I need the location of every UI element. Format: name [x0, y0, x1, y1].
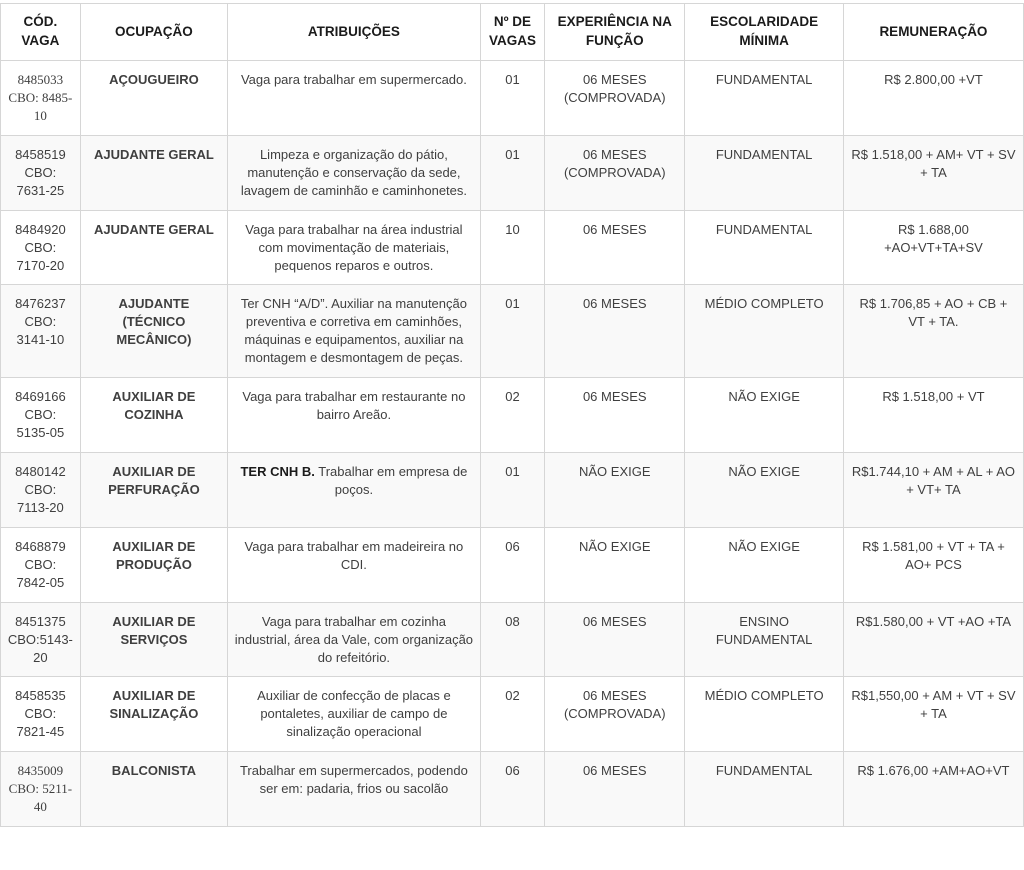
cbo-code: CBO: 7631-25 [16, 164, 65, 198]
experience-cell: 06 MESES [545, 210, 685, 285]
salary-cell: R$1,550,00 + AM + VT + SV + TA [843, 677, 1023, 752]
education-cell: ENSINO FUNDAMENTAL [685, 602, 844, 677]
vacancy-code: 8451375 [15, 613, 66, 629]
attributions-cell [228, 378, 481, 453]
vacancy-count-cell: 01 [480, 453, 544, 528]
attributions-cell [228, 602, 481, 677]
occupation-cell: AJUDANTE GERAL [80, 135, 227, 210]
cbo-code: CBO: 7842-05 [16, 556, 65, 590]
col-header-num-vagas: Nº DE VAGAS [480, 4, 544, 61]
col-header-escolaridade: ESCOLARIDADE MÍNIMA [685, 4, 844, 61]
table-body [1, 61, 1024, 827]
experience-cell: 06 MESES (COMPROVADA) [545, 61, 685, 136]
vacancy-count-cell: 02 [480, 378, 544, 453]
table-row [1, 135, 1024, 210]
occupation-cell: AUXILIAR DE PERFURAÇÃO [80, 453, 227, 528]
cbo-code: CBO: 3141-10 [16, 314, 65, 348]
attributions-text: Vaga para trabalhar em supermercado. [240, 72, 467, 87]
vacancy-code: 8484920 [15, 221, 66, 237]
job-vacancies-table [0, 3, 1024, 827]
col-header-experiencia: EXPERIÊNCIA NA FUNÇÃO [545, 4, 685, 61]
experience-cell: NÃO EXIGE [545, 453, 685, 528]
table-row [1, 210, 1024, 285]
vacancy-count-cell: 01 [480, 61, 544, 136]
attributions-cell [228, 527, 481, 602]
salary-cell: R$1.744,10 + AM + AL + AO + VT+ TA [843, 453, 1023, 528]
salary-cell: R$ 1.706,85 + AO + CB + VT + TA. [843, 285, 1023, 378]
vacancy-code: 8485033 [17, 72, 64, 87]
vacancy-count-cell: 02 [480, 677, 544, 752]
attributions-text: Vaga para trabalhar em restaurante no bairro Areão. [242, 389, 466, 423]
attributions-text: Vaga para trabalhar na área industrial com movimentação de materiais, pequenos reparos e outros. [245, 221, 463, 273]
attributions-cell [228, 677, 481, 752]
cod-vaga-cell [1, 602, 81, 677]
experience-cell: 06 MESES [545, 378, 685, 453]
cod-vaga-cell [1, 285, 81, 378]
attributions-text: Ter CNH “A/D”. Auxiliar na manutenção preventiva e corretiva em caminhões, máquinas e equipamentos, auxiliar na montagem e desmontagem de peças. [240, 296, 467, 366]
table-row [1, 527, 1024, 602]
col-header-atribuicoes: ATRIBUIÇÕES [228, 4, 481, 61]
attributions-text: Trabalhar em empresa de poços. [314, 464, 468, 497]
cod-vaga-cell [1, 752, 81, 827]
cbo-code: CBO: 7170-20 [16, 239, 65, 273]
vacancy-code: 8458535 [15, 688, 66, 704]
table-row [1, 285, 1024, 378]
vacancy-code: 8468879 [15, 538, 66, 554]
cbo-code: CBO:5143-20 [7, 631, 73, 665]
education-cell: FUNDAMENTAL [685, 210, 844, 285]
occupation-cell: AUXILIAR DE PRODUÇÃO [80, 527, 227, 602]
vacancy-count-cell: 06 [480, 752, 544, 827]
col-header-ocupacao: OCUPAÇÃO [80, 4, 227, 61]
col-header-cod-vaga: CÓD. VAGA [1, 4, 81, 61]
vacancy-count-cell: 08 [480, 602, 544, 677]
vacancy-count-cell: 01 [480, 285, 544, 378]
table-row [1, 378, 1024, 453]
cod-vaga-cell [1, 135, 81, 210]
salary-cell: R$ 1.676,00 +AM+AO+VT [843, 752, 1023, 827]
education-cell: NÃO EXIGE [685, 378, 844, 453]
cod-vaga-cell [1, 210, 81, 285]
cod-vaga-cell [1, 61, 81, 136]
education-cell: FUNDAMENTAL [685, 135, 844, 210]
education-cell: NÃO EXIGE [685, 453, 844, 528]
table-row [1, 677, 1024, 752]
attributions-text: Vaga para trabalhar em cozinha industrial, área da Vale, com organização do refeitório. [234, 613, 474, 665]
vacancy-count-cell: 06 [480, 527, 544, 602]
occupation-cell: AJUDANTE GERAL [80, 210, 227, 285]
attributions-bold-text: TER CNH B. [240, 464, 315, 479]
attributions-cell [228, 285, 481, 378]
table-row [1, 61, 1024, 136]
cbo-code: CBO: 8485-10 [8, 89, 73, 123]
vacancy-code: 8476237 [15, 296, 66, 312]
education-cell: MÉDIO COMPLETO [685, 677, 844, 752]
experience-cell: NÃO EXIGE [545, 527, 685, 602]
education-cell: NÃO EXIGE [685, 527, 844, 602]
attributions-cell [228, 453, 481, 528]
vacancy-code: 8480142 [15, 464, 66, 479]
cbo-code: CBO: 5135-05 [16, 407, 65, 441]
attributions-cell [228, 135, 481, 210]
table-header [1, 4, 1024, 61]
salary-cell: R$ 1.688,00 +AO+VT+TA+SV [843, 210, 1023, 285]
attributions-text: Auxiliar de confecção de placas e pontaletes, auxiliar de campo de sinalização operacional [257, 688, 451, 740]
experience-cell: 06 MESES [545, 752, 685, 827]
occupation-cell: AUXILIAR DE SINALIZAÇÃO [80, 677, 227, 752]
experience-cell: 06 MESES (COMPROVADA) [545, 135, 685, 210]
experience-cell: 06 MESES (COMPROVADA) [545, 677, 685, 752]
attributions-cell [228, 61, 481, 136]
vacancy-code: 8435009 [17, 763, 64, 779]
occupation-cell: BALCONISTA [80, 752, 227, 827]
experience-cell: 06 MESES [545, 285, 685, 378]
attributions-cell [228, 210, 481, 285]
experience-cell: 06 MESES [545, 602, 685, 677]
cod-vaga-cell [1, 677, 81, 752]
education-cell: FUNDAMENTAL [685, 752, 844, 827]
cbo-code: CBO: 7821-45 [16, 706, 65, 740]
cbo-code: CBO: 7113-20 [17, 481, 64, 515]
cod-vaga-cell [1, 453, 81, 528]
education-cell: FUNDAMENTAL [685, 61, 844, 136]
occupation-cell: AUXILIAR DE COZINHA [80, 378, 227, 453]
attributions-cell [228, 752, 481, 827]
cod-vaga-cell [1, 378, 81, 453]
table-row [1, 453, 1024, 528]
cod-vaga-cell [1, 527, 81, 602]
salary-cell: R$ 1.518,00 + AM+ VT + SV + TA [843, 135, 1023, 210]
occupation-cell: AÇOUGUEIRO [80, 61, 227, 136]
header-row [1, 4, 1024, 61]
attributions-text: Trabalhar em supermercados, podendo ser em: padaria, frios ou sacolão [239, 763, 468, 797]
attributions-text: Limpeza e organização do pátio, manutenção e conservação da sede, lavagem de caminhão e caminhonetes. [240, 146, 468, 198]
occupation-cell: AUXILIAR DE SERVIÇOS [80, 602, 227, 677]
col-header-remuneracao: REMUNERAÇÃO [843, 4, 1023, 61]
vacancy-count-cell: 01 [480, 135, 544, 210]
salary-cell: R$ 1.518,00 + VT [843, 378, 1023, 453]
salary-cell: R$ 2.800,00 +VT [843, 61, 1023, 136]
occupation-cell: AJUDANTE (TÉCNICO MECÂNICO) [80, 285, 227, 378]
vacancy-code: 8469166 [15, 389, 66, 405]
vacancy-count-cell: 10 [480, 210, 544, 285]
cbo-code: CBO: 5211-40 [8, 781, 73, 815]
salary-cell: R$ 1.581,00 + VT + TA + AO+ PCS [843, 527, 1023, 602]
salary-cell: R$1.580,00 + VT +AO +TA [843, 602, 1023, 677]
education-cell: MÉDIO COMPLETO [685, 285, 844, 378]
table-row [1, 752, 1024, 827]
attributions-text: Vaga para trabalhar em madeireira no CDI. [244, 538, 464, 572]
vacancy-code: 8458519 [15, 146, 66, 162]
table-row [1, 602, 1024, 677]
